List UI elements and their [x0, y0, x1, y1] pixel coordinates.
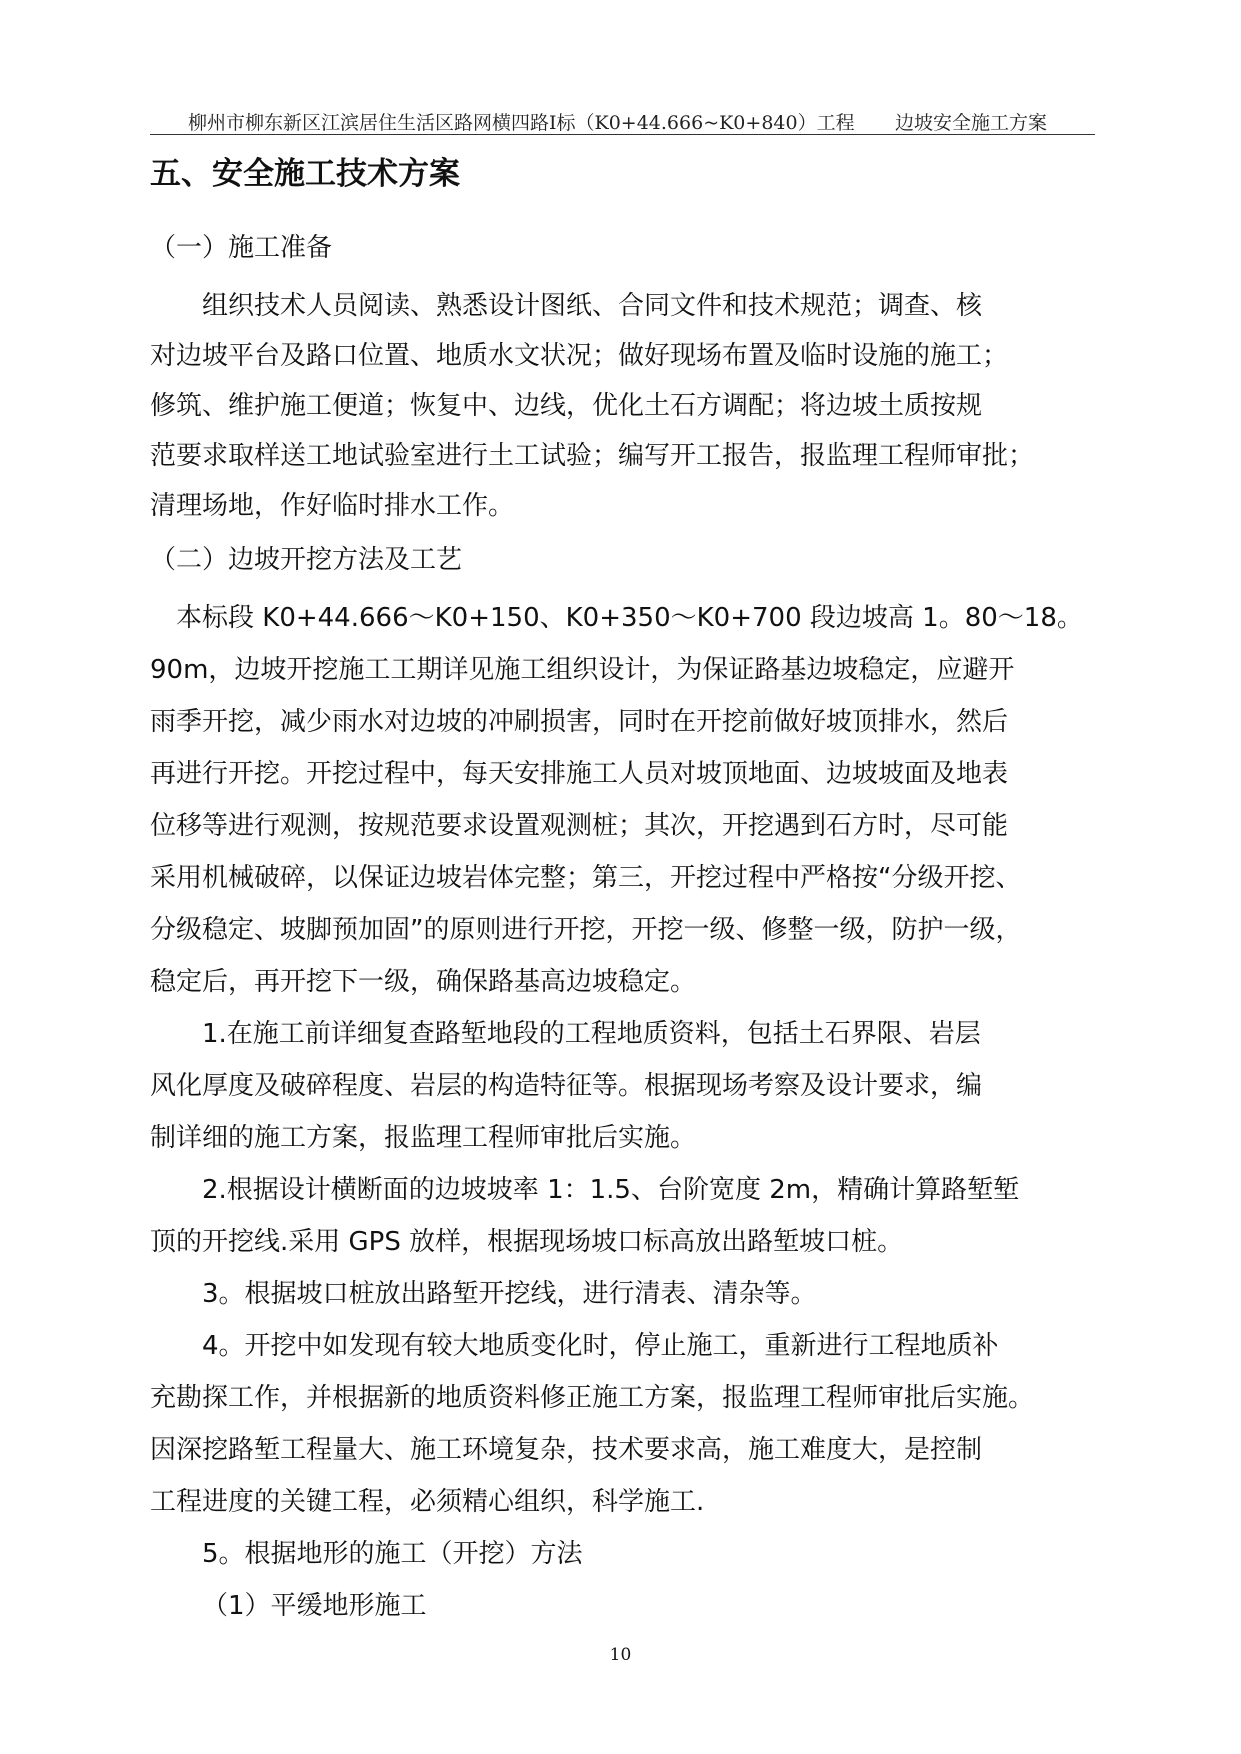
- header-document-title: 边坡安全施工方案: [895, 112, 1048, 134]
- sub-item-flat-terrain: （1）平缓地形施工: [202, 1591, 427, 1621]
- numbered-item-3: 3。根据坡口桩放出路堑开挖线，进行清表、清杂等。: [202, 1279, 817, 1309]
- paragraph-line: 雨季开挖，减少雨水对边坡的冲刷损害，同时在开挖前做好坡顶排水，然后: [150, 707, 1009, 737]
- paragraph-line: 修筑、维护施工便道；恢复中、边线，优化土石方调配；将边坡土质按规: [150, 391, 983, 421]
- paragraph-line: 因深挖路堑工程量大、施工环境复杂，技术要求高，施工难度大，是控制: [150, 1435, 983, 1465]
- paragraph-line: 清理场地，作好临时排水工作。: [150, 491, 515, 521]
- paragraph-line: 范要求取样送工地试验室进行土工试验；编写开工报告，报监理工程师审批；: [150, 441, 1035, 471]
- paragraph-line: 充勘探工作，并根据新的地质资料修正施工方案，报监理工程师审批后实施。: [150, 1383, 1035, 1413]
- numbered-item-4: 4。开挖中如发现有较大地质变化时，停止施工，重新进行工程地质补: [202, 1331, 999, 1361]
- paragraph-line: 组织技术人员阅读、熟悉设计图纸、合同文件和技术规范；调查、核: [202, 291, 983, 321]
- paragraph-line: 90m，边坡开挖施工工期详见施工组织设计，为保证路基边坡稳定，应避开: [150, 655, 1015, 685]
- page-number: 10: [609, 1645, 632, 1665]
- paragraph-line: 风化厚度及破碎程度、岩层的构造特征等。根据现场考察及设计要求，编: [150, 1071, 983, 1101]
- paragraph-line: 分级稳定、坡脚预加固”的原则进行开挖，开挖一级、修整一级，防护一级，: [150, 915, 1022, 945]
- numbered-item-1: 1.在施工前详细复查路堑地段的工程地质资料，包括土石界限、岩层: [202, 1019, 981, 1049]
- numbered-item-5: 5。根据地形的施工（开挖）方法: [202, 1539, 583, 1569]
- header-project-title: 柳州市柳东新区江滨居住生活区路网横四路Ⅰ标（K0+44.666~K0+840）工程: [188, 112, 855, 134]
- page-header: [150, 94, 1095, 135]
- paragraph-line: 位移等进行观测，按规范要求设置观测桩；其次，开挖遇到石方时，尽可能: [150, 811, 1009, 841]
- paragraph-line: 顶的开挖线.采用 GPS 放样，根据现场坡口标高放出路堑坡口桩。: [150, 1227, 904, 1257]
- subsection-heading-preparation: （一）施工准备: [150, 233, 333, 263]
- paragraph-line: 再进行开挖。开挖过程中，每天安排施工人员对坡顶地面、边坡坡面及地表: [150, 759, 1009, 789]
- paragraph-line: 对边坡平台及路口位置、地质水文状况；做好现场布置及临时设施的施工；: [150, 341, 1009, 371]
- paragraph-line: 稳定后，再开挖下一级，确保路基高边坡稳定。: [150, 967, 697, 997]
- subsection-heading-excavation: （二）边坡开挖方法及工艺: [150, 545, 463, 575]
- paragraph-line: 工程进度的关键工程，必须精心组织，科学施工.: [150, 1487, 705, 1517]
- paragraph-line: 采用机械破碎，以保证边坡岩体完整；第三，开挖过程中严格按“分级开挖、: [150, 863, 1022, 893]
- numbered-item-2: 2.根据设计横断面的边坡坡率 1：1.5、台阶宽度 2m，精确计算路堑堑: [202, 1175, 1020, 1205]
- paragraph-line: 制详细的施工方案，报监理工程师审批后实施。: [150, 1123, 697, 1153]
- section-title: 五、安全施工技术方案: [150, 156, 460, 192]
- paragraph-line: 本标段 K0+44.666～K0+150、K0+350～K0+700 段边坡高 1。80～18。: [176, 603, 1083, 633]
